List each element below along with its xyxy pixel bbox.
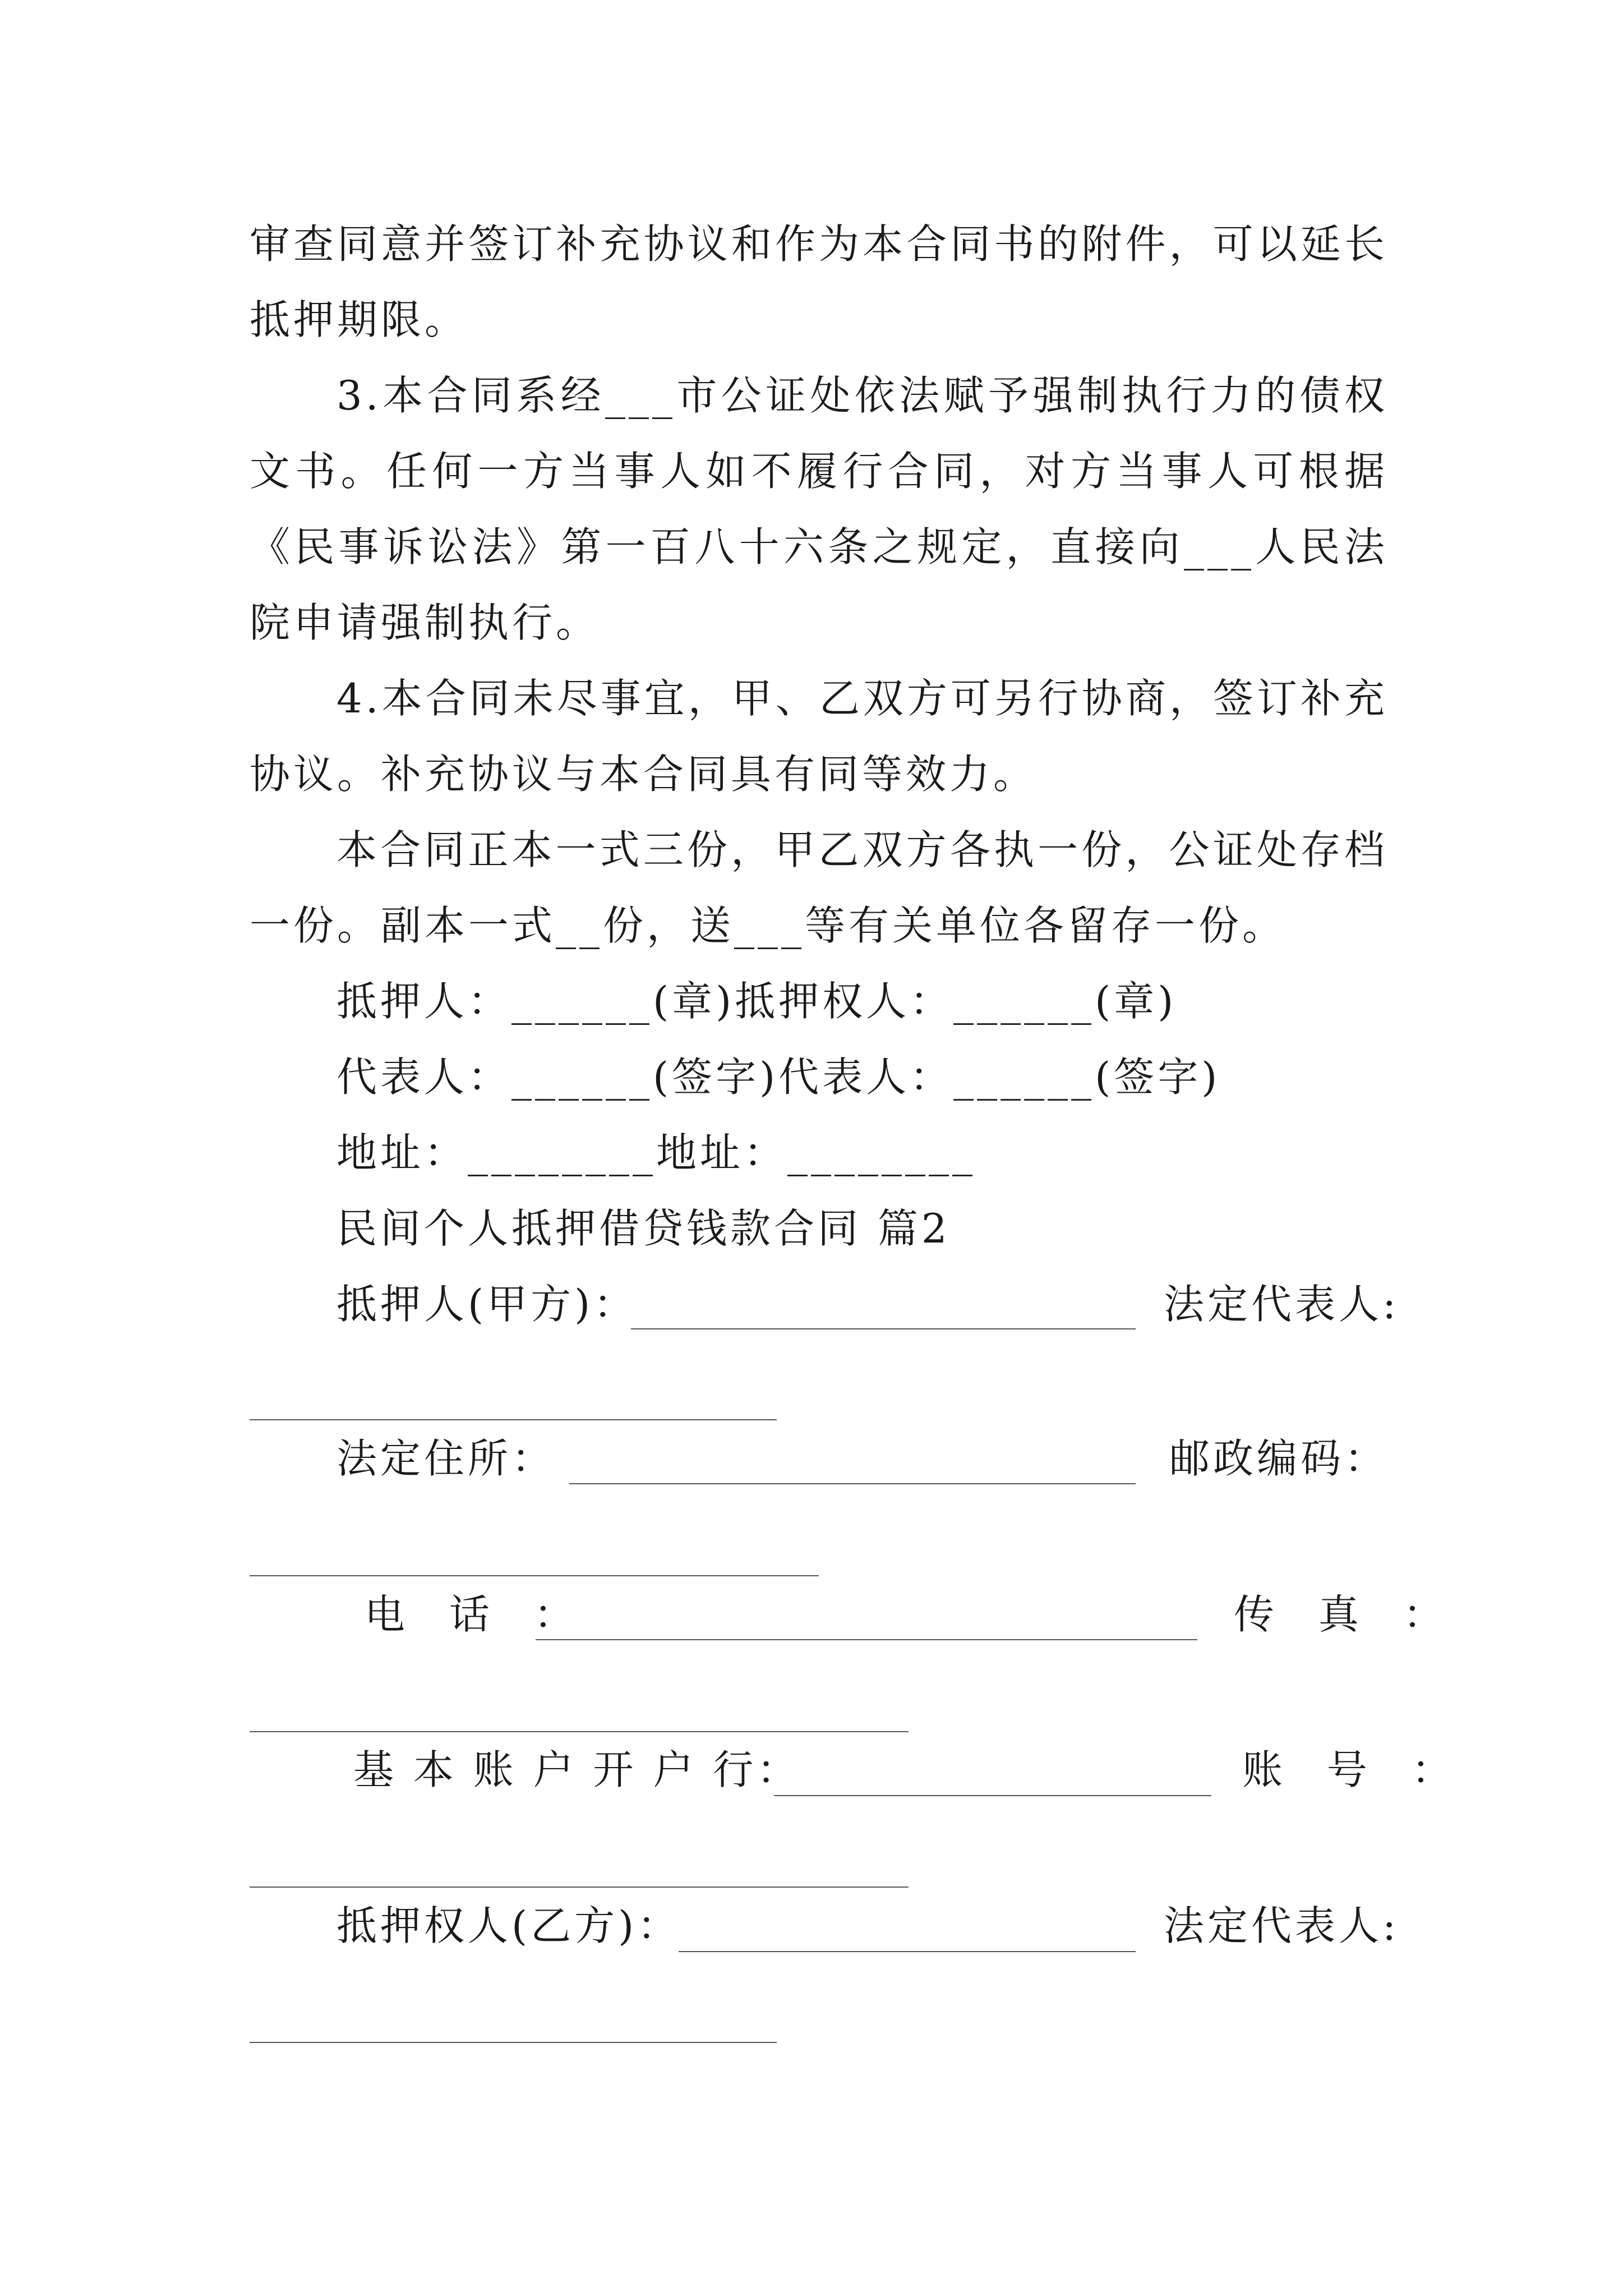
mortgagee-blank: [679, 1951, 1136, 1952]
mortgagee-label: 抵押权人(乙方)：: [336, 1902, 681, 1949]
text-line: 4.本合同未尽事宜，甲、乙双方可另行协商，签订补充: [336, 675, 1388, 722]
text-line: 院申请强制执行。: [250, 599, 600, 646]
text-line: 一份。副本一式__份，送___等有关单位各留存一份。: [250, 902, 1287, 949]
legal-rep-blank: [250, 2042, 777, 2043]
text-line: 抵押期限。: [250, 296, 469, 343]
text-line: 审查同意并签订补充协议和作为本合同书的附件，可以延长: [250, 220, 1388, 268]
fax-label: 传 真 ：: [1234, 1591, 1459, 1638]
legal-rep-label: 法定代表人:: [1164, 1281, 1400, 1328]
bank-label: 基 本 账 户 开 户 行：: [353, 1746, 801, 1793]
text-line: 协议。补充协议与本合同具有同等效力。: [250, 751, 1038, 798]
mortgagor-label: 抵押人(甲方)：: [336, 1281, 638, 1328]
account-label: 账 号 ：: [1242, 1746, 1468, 1793]
legal-rep-blank: [250, 1419, 777, 1420]
phone-blank: [536, 1639, 1197, 1640]
bank-blank: [774, 1795, 1211, 1796]
signature-line: 代表人：______(签字)代表人：______(签字): [336, 1053, 1221, 1101]
postcode-label: 邮政编码：: [1169, 1435, 1389, 1482]
mortgagor-blank: [631, 1328, 1136, 1329]
legal-address-label: 法定住所：: [336, 1435, 556, 1482]
postcode-blank: [250, 1575, 819, 1576]
text-line: 3.本合同系经___市公证处依法赋予强制执行力的债权: [336, 372, 1388, 419]
legal-rep-label: 法定代表人:: [1164, 1902, 1400, 1949]
signature-line: 抵押人：______(章)抵押权人：______(章): [336, 978, 1177, 1025]
text-line: 文书。任何一方当事人如不履行合同，对方当事人可根据: [250, 448, 1388, 495]
phone-label: 电 话 ：: [365, 1591, 590, 1638]
legal-address-blank: [569, 1483, 1136, 1484]
address-line: 地址：________地址：________: [336, 1129, 976, 1176]
text-line: 《民事诉讼法》第一百八十六条之规定，直接向___人民法: [250, 523, 1388, 570]
account-blank: [250, 1887, 909, 1888]
section-heading: 民间个人抵押借贷钱款合同 篇2: [336, 1205, 951, 1252]
text-line: 本合同正本一式三份，甲乙双方各执一份，公证处存档: [336, 826, 1388, 873]
fax-blank: [250, 1731, 909, 1732]
